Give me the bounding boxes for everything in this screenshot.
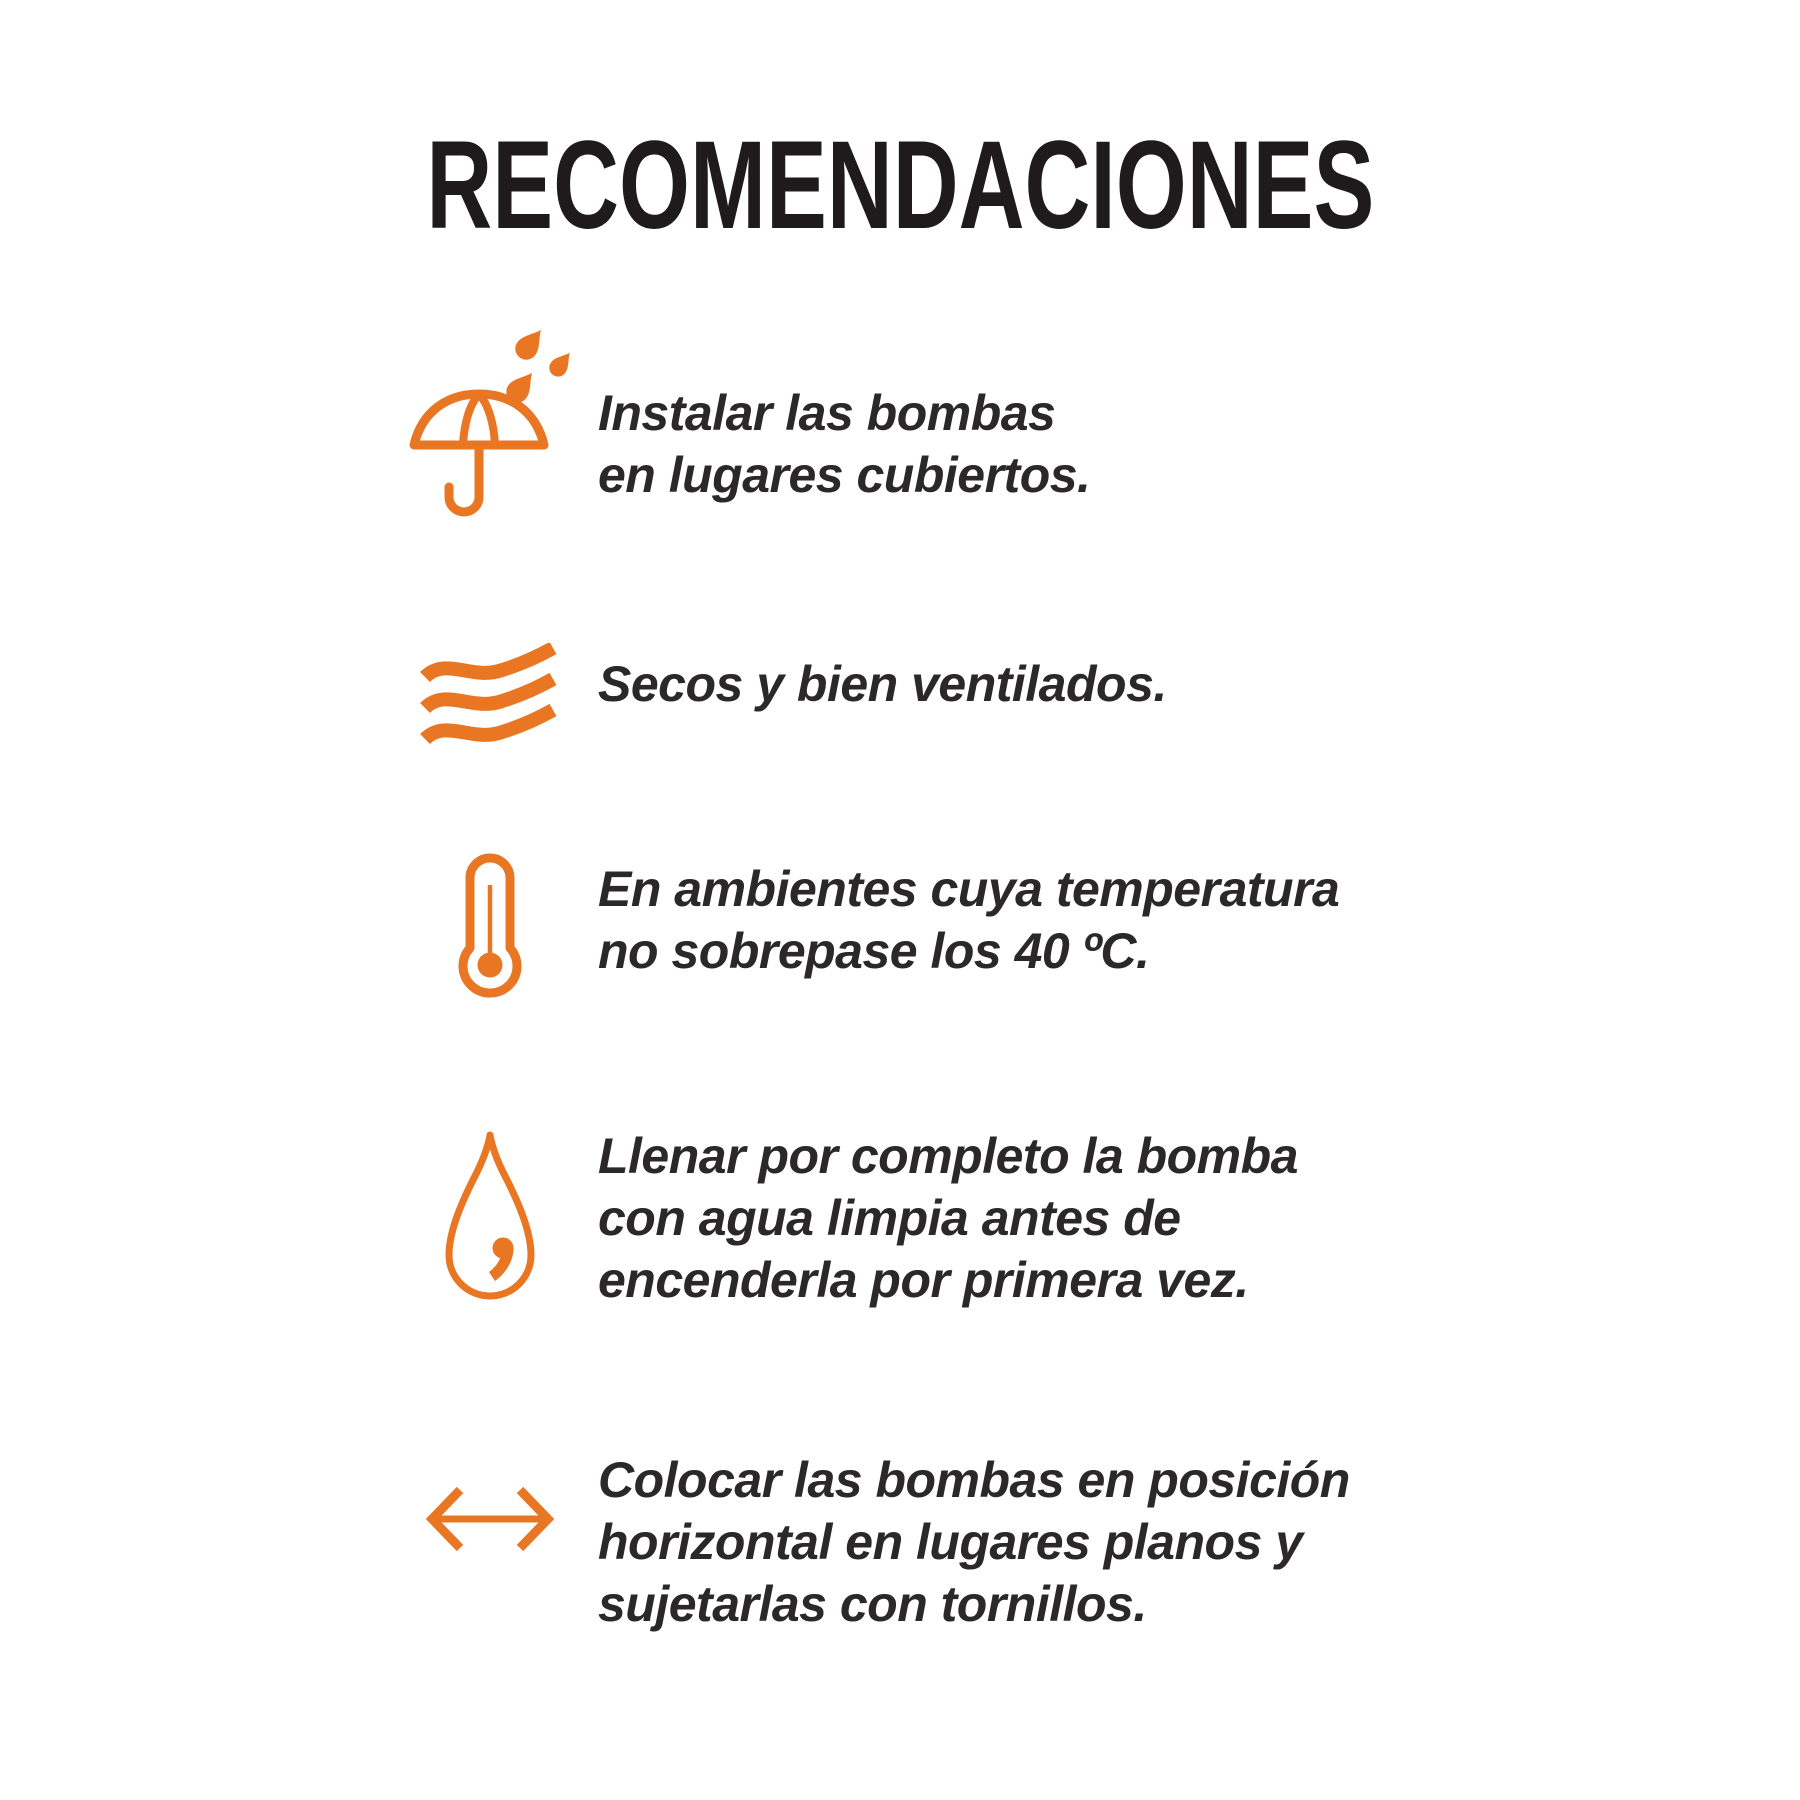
thermometer-icon xyxy=(457,853,523,1003)
text-line: Llenar por completo la bomba xyxy=(598,1128,1298,1184)
title-row xyxy=(0,117,1800,255)
drop-highlight xyxy=(489,1238,514,1282)
text-line: no sobrepase los 40 ºC. xyxy=(598,923,1150,979)
horizontal-arrows-icon xyxy=(426,1484,554,1554)
text-line: en lugares cubiertos. xyxy=(598,447,1091,503)
item-2-text xyxy=(598,653,1167,715)
text-line: con agua limpia antes de xyxy=(598,1190,1181,1246)
text-line: En ambientes cuya temperatura xyxy=(598,861,1340,917)
item-3-text xyxy=(598,858,1339,982)
page-title: RECOMENDACIONES xyxy=(425,116,1375,255)
ventilation-waves-icon xyxy=(419,643,559,751)
text-line: Colocar las bombas en posición xyxy=(598,1452,1350,1508)
item-1-text xyxy=(598,382,1090,506)
text-line: Secos y bien ventilados. xyxy=(598,656,1167,712)
text-line: Instalar las bombas xyxy=(598,385,1056,441)
text-line: sujetarlas con tornillos. xyxy=(598,1576,1147,1632)
text-line: encenderla por primera vez. xyxy=(598,1252,1249,1308)
item-5-text xyxy=(598,1449,1350,1635)
rain-drops xyxy=(502,323,577,407)
umbrella-rain-icon xyxy=(409,315,585,517)
item-4-text xyxy=(598,1125,1298,1311)
water-drop-icon xyxy=(441,1130,539,1306)
text-line: horizontal en lugares planos y xyxy=(598,1514,1303,1570)
